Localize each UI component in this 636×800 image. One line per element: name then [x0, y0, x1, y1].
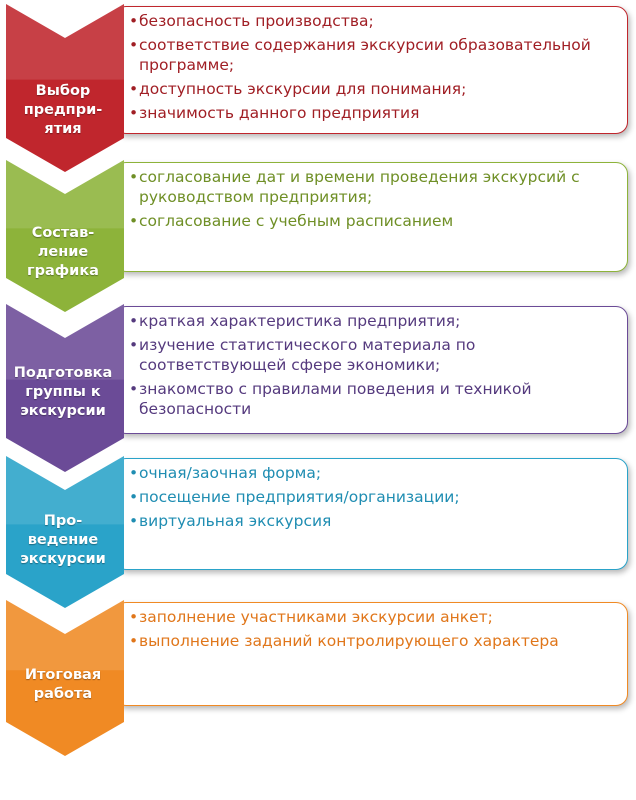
step-item: • изучение статистического материала по соответствующей сфере экономики; [129, 335, 617, 375]
step-3 [0, 304, 636, 474]
step-title: Выбор предпри- ятия [23, 83, 103, 137]
step-item: • заполнение участниками экскурсии анкет; [129, 607, 617, 627]
step-item: • знакомство с правилами поведения и техникой безопасности [129, 379, 617, 419]
step-chevron-highlight [6, 160, 124, 228]
step-item: • безопасность производства; [129, 11, 617, 31]
step-item: • очная/заочная форма; [129, 463, 617, 483]
step-item: • доступность экскурсии для понимания; [129, 79, 617, 99]
step-5 [0, 600, 636, 758]
step-title: Состав- ление графика [27, 225, 99, 279]
step-item: • согласование дат и времени проведения экскурсий с руководством предприятия; [129, 167, 617, 207]
step-item: • виртуальная экскурсия [129, 511, 617, 531]
step-title: Итоговая работа [24, 667, 102, 702]
step-chevron-highlight [6, 4, 124, 80]
step-item: • краткая характеристика предприятия; [129, 311, 617, 331]
step-item: • посещение предприятия/организации; [129, 487, 617, 507]
step-item: • соответствие содержания экскурсии образовательной программе; [129, 35, 617, 75]
step-title: Про- ведение экскурсии [20, 513, 106, 567]
step-4 [0, 456, 636, 610]
step-title: Подготовка группы к экскурсии [13, 365, 113, 419]
step-chevron-highlight [6, 600, 124, 670]
step-2 [0, 160, 636, 314]
step-item: • значимость данного предприятия [129, 103, 617, 123]
step-1 [0, 4, 636, 174]
step-item: • согласование с учебным расписанием [129, 211, 617, 231]
step-item: • выполнение заданий контролирующего характера [129, 631, 617, 651]
